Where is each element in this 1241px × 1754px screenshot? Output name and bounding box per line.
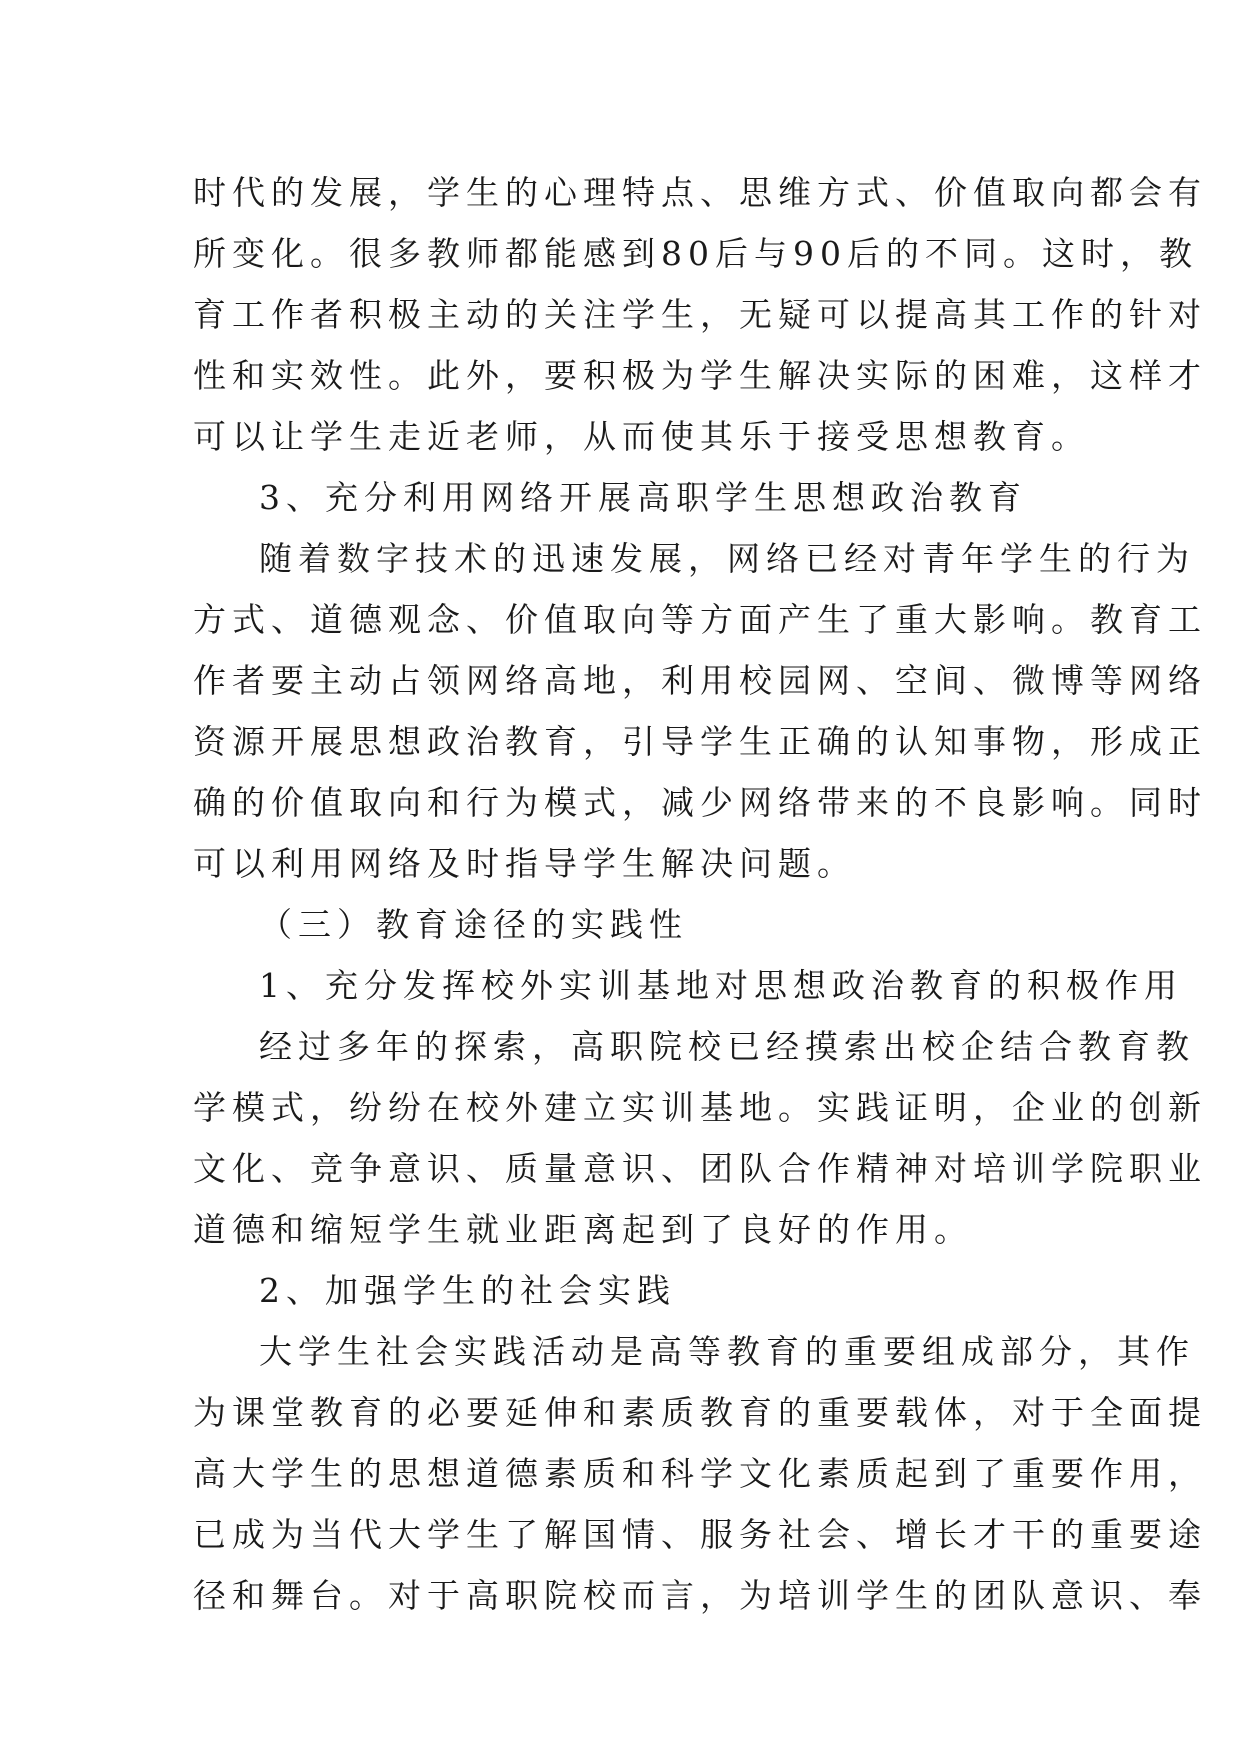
text-line: 作者要主动占领网络高地，利用校园网、空间、微博等网络 bbox=[193, 661, 1207, 700]
text-line: 经过多年的探索，高职院校已经摸索出校企结合教育教 bbox=[259, 1027, 1195, 1066]
text-line: 确的价值取向和行为模式，减少网络带来的不良影响。同时 bbox=[193, 783, 1207, 822]
section-heading: 2、加强学生的社会实践 bbox=[259, 1271, 676, 1310]
text-line: 学模式，纷纷在校外建立实训基地。实践证明，企业的创新 bbox=[193, 1088, 1207, 1127]
section-heading: 1、充分发挥校外实训基地对思想政治教育的积极作用 bbox=[259, 966, 1183, 1005]
document-body bbox=[193, 162, 1207, 1626]
text-line: 可以利用网络及时指导学生解决问题。 bbox=[193, 844, 856, 883]
text-line: 随着数字技术的迅速发展，网络已经对青年学生的行为 bbox=[259, 539, 1195, 578]
text-line: 为课堂教育的必要延伸和素质教育的重要载体，对于全面提 bbox=[193, 1393, 1207, 1432]
text-line: 文化、竞争意识、质量意识、团队合作精神对培训学院职业 bbox=[193, 1149, 1207, 1188]
text-line: 育工作者积极主动的关注学生，无疑可以提高其工作的针对 bbox=[193, 295, 1207, 334]
text-line: 可以让学生走近老师，从而使其乐于接受思想教育。 bbox=[193, 417, 1090, 456]
text-line: 已成为当代大学生了解国情、服务社会、增长才干的重要途 bbox=[193, 1515, 1207, 1554]
text-line: 所变化。很多教师都能感到80后与90后的不同。这时，教 bbox=[193, 234, 1198, 273]
text-line: 性和实效性。此外，要积极为学生解决实际的困难，这样才 bbox=[193, 356, 1207, 395]
text-line: 大学生社会实践活动是高等教育的重要组成部分，其作 bbox=[259, 1332, 1195, 1371]
text-line: 道德和缩短学生就业距离起到了良好的作用。 bbox=[193, 1210, 973, 1249]
text-line: 高大学生的思想道德素质和科学文化素质起到了重要作用， bbox=[193, 1454, 1207, 1493]
text-line: 时代的发展，学生的心理特点、思维方式、价值取向都会有 bbox=[193, 173, 1207, 212]
text-line: 资源开展思想政治教育，引导学生正确的认知事物，形成正 bbox=[193, 722, 1207, 761]
text-line: 径和舞台。对于高职院校而言，为培训学生的团队意识、奉 bbox=[193, 1576, 1207, 1615]
text-line: 方式、道德观念、价值取向等方面产生了重大影响。教育工 bbox=[193, 600, 1207, 639]
section-heading: 3、充分利用网络开展高职学生思想政治教育 bbox=[259, 478, 1027, 517]
section-heading: （三）教育途径的实践性 bbox=[259, 905, 688, 944]
